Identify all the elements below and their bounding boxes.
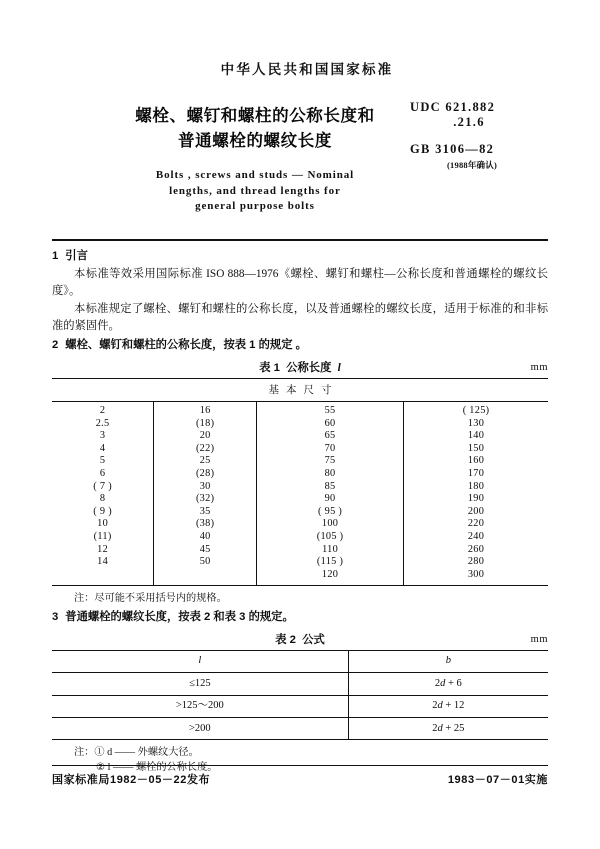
table-1-value: (38) — [195, 518, 215, 530]
title-cn-line2: 普通螺栓的螺纹长度 — [178, 132, 332, 150]
header-divider-rule — [52, 239, 548, 241]
table-2-row — [52, 718, 548, 740]
clause-1-paragraph-1: 本标准等效采用国际标准 ISO 888—1976《螺栓、螺钉和螺柱—公称长度和普通螺栓的螺纹长度》。 — [52, 267, 548, 297]
clause-3-heading — [52, 609, 548, 625]
table-2-header-l: l — [52, 650, 348, 672]
table-1-value: 180 — [467, 480, 485, 492]
table-1-value: 20 — [199, 430, 211, 442]
table-1-value: 30 — [199, 480, 211, 492]
table-1-value: (115 ) — [316, 556, 344, 568]
table-1-group-header: 基本尺寸 — [52, 378, 548, 401]
table-1-value: 240 — [467, 531, 485, 543]
table-2-caption-prefix: 表 2 — [275, 633, 296, 646]
table-2-header-row — [52, 650, 548, 672]
table-1-value: 2.5 — [95, 417, 110, 429]
document-title-english — [52, 168, 548, 215]
table-1-value: ( 9 ) — [93, 505, 112, 517]
table-1-value: (11) — [93, 531, 112, 543]
table-2-thread-formula: 2d + 6 — [348, 673, 548, 695]
standard-identifier-block — [410, 100, 540, 171]
table-1-value: 55 — [324, 405, 336, 417]
table-2-unit: mm — [530, 633, 548, 645]
table-1-value: ( 95 ) — [318, 505, 343, 517]
table-1-value: (28) — [195, 468, 215, 480]
table-1-value: 170 — [467, 468, 485, 480]
document-footer — [52, 765, 548, 787]
gb-confirmation-year: (1988年确认) — [447, 160, 497, 170]
table-1-value: 80 — [324, 468, 336, 480]
document-header — [52, 0, 548, 241]
table-1-group-header-row — [52, 378, 548, 401]
table-1-value: 260 — [467, 543, 485, 555]
table-1-column-1 — [52, 402, 154, 586]
table-2-row — [52, 673, 548, 695]
table-1-value: 200 — [467, 505, 485, 517]
table-1-value: 12 — [97, 543, 109, 555]
table-1-value: 120 — [321, 568, 339, 580]
footer-effective-date: 1983－07－01实施 — [447, 774, 548, 786]
table-1-value: 16 — [199, 405, 211, 417]
table-1-value: 85 — [324, 480, 336, 492]
table-1-caption-symbol: l — [337, 361, 341, 374]
table-1-value: 110 — [322, 543, 339, 555]
table-2-note-1: ① d —— 外螺纹大径。 — [94, 747, 199, 759]
table-1-column-2 — [154, 402, 257, 586]
table-2-formula — [52, 650, 548, 741]
table-1-value: 10 — [97, 518, 109, 530]
table-1-value: 160 — [467, 455, 485, 467]
clause-2-title: 螺栓、螺钉和螺柱的公称长度，按表 1 的规定 。 — [65, 339, 307, 352]
table-1-value: 2 — [99, 405, 106, 417]
table-2-note-label: 注： — [74, 747, 95, 759]
table-1-column-4 — [404, 402, 548, 586]
table-1-value: (32) — [195, 493, 215, 505]
clause-1-title: 引言 — [65, 249, 88, 262]
title-cn-line1: 螺栓、螺钉和螺柱的公称长度和 — [135, 107, 375, 125]
table-1-value: 5 — [99, 455, 106, 467]
title-en-line1: Bolts , screws and studs — Nominal — [155, 169, 355, 181]
table-1-value: 220 — [467, 518, 485, 530]
table-1-value: 100 — [321, 518, 339, 530]
table-1-value: 140 — [467, 430, 485, 442]
table-1-caption-title: 公称长度 — [286, 361, 332, 374]
table-1-value: 75 — [324, 455, 336, 467]
table-1-note: 注：尽可能不采用括号内的规格。 — [74, 593, 227, 605]
table-1-value: 50 — [199, 556, 211, 568]
table-1-value: 14 — [97, 556, 109, 568]
table-2-length-range: >125～200 — [52, 695, 348, 717]
table-2-header-b: b — [348, 650, 548, 672]
table-1-caption — [52, 360, 548, 376]
clause-1-paragraph-2: 本标准规定了螺栓、螺钉和螺柱的公称长度，以及普通螺栓的螺纹长度，适用于标准的和非标准的紧固件。 — [52, 303, 548, 332]
table-1-value: 280 — [467, 556, 485, 568]
table-1-nominal-lengths — [52, 378, 548, 587]
table-1-value: (105 ) — [316, 531, 344, 543]
table-1-value: 190 — [467, 493, 485, 505]
table-1-caption-prefix: 表 1 — [259, 361, 280, 374]
clause-3-title: 普通螺栓的螺纹长度，按表 2 和表 3 的规定。 — [65, 611, 294, 624]
udc-code-line2: .21.6 — [453, 115, 485, 129]
table-1-value: ( 7 ) — [93, 480, 112, 492]
table-1-value: 3 — [99, 430, 106, 442]
table-1-value: 60 — [324, 417, 336, 429]
clause-2-heading — [52, 337, 548, 353]
table-1-value: 130 — [467, 417, 485, 429]
table-2-caption — [52, 632, 548, 648]
table-1-value: 4 — [99, 442, 106, 454]
table-1-value: 90 — [324, 493, 336, 505]
udc-code-line1: UDC 621.882 — [410, 100, 496, 114]
table-1-value: (18) — [195, 417, 215, 429]
table-1-value: 65 — [324, 430, 336, 442]
table-1-value: 8 — [99, 493, 106, 505]
national-standard-label: 中华人民共和国国家标准 — [220, 62, 394, 77]
table-1-column-3 — [257, 402, 404, 586]
table-1-value: 25 — [199, 455, 211, 467]
table-1-value: ( 125) — [462, 405, 490, 417]
table-1-value: 45 — [199, 543, 211, 555]
gb-standard-number: GB 3106—82 — [410, 142, 495, 156]
table-1-value: (22) — [195, 442, 215, 454]
table-1-value: 150 — [467, 442, 485, 454]
table-1-value: 6 — [99, 468, 106, 480]
clause-1-heading — [52, 248, 548, 264]
title-en-line3: general purpose bolts — [195, 200, 315, 212]
table-2-length-range: ≤125 — [52, 673, 348, 695]
title-en-line2: lengths, and thread lengths for — [169, 184, 341, 197]
table-2-thread-formula: 2d + 25 — [348, 718, 548, 740]
table-2-caption-title: 公式 — [302, 633, 325, 646]
clause-1-number: 1 — [52, 249, 59, 262]
table-1-unit: mm — [530, 361, 548, 373]
table-2-thread-formula: 2d + 12 — [348, 695, 548, 717]
table-1-value: 35 — [199, 505, 211, 517]
table-2-note-2: ② l —— 螺栓的公称长度。 — [96, 762, 218, 774]
table-2-length-range: >200 — [52, 718, 348, 740]
document-body — [52, 248, 548, 776]
table-2-row — [52, 695, 548, 717]
footer-issue-date: 国家标准局1982－05－22发布 — [52, 774, 211, 786]
clause-2-number: 2 — [52, 339, 59, 352]
clause-3-number: 3 — [52, 611, 59, 624]
table-1-data-row — [52, 402, 548, 586]
table-1-value: 300 — [467, 568, 485, 580]
table-1-value: 40 — [199, 531, 211, 543]
table-1-value: 70 — [324, 442, 336, 454]
